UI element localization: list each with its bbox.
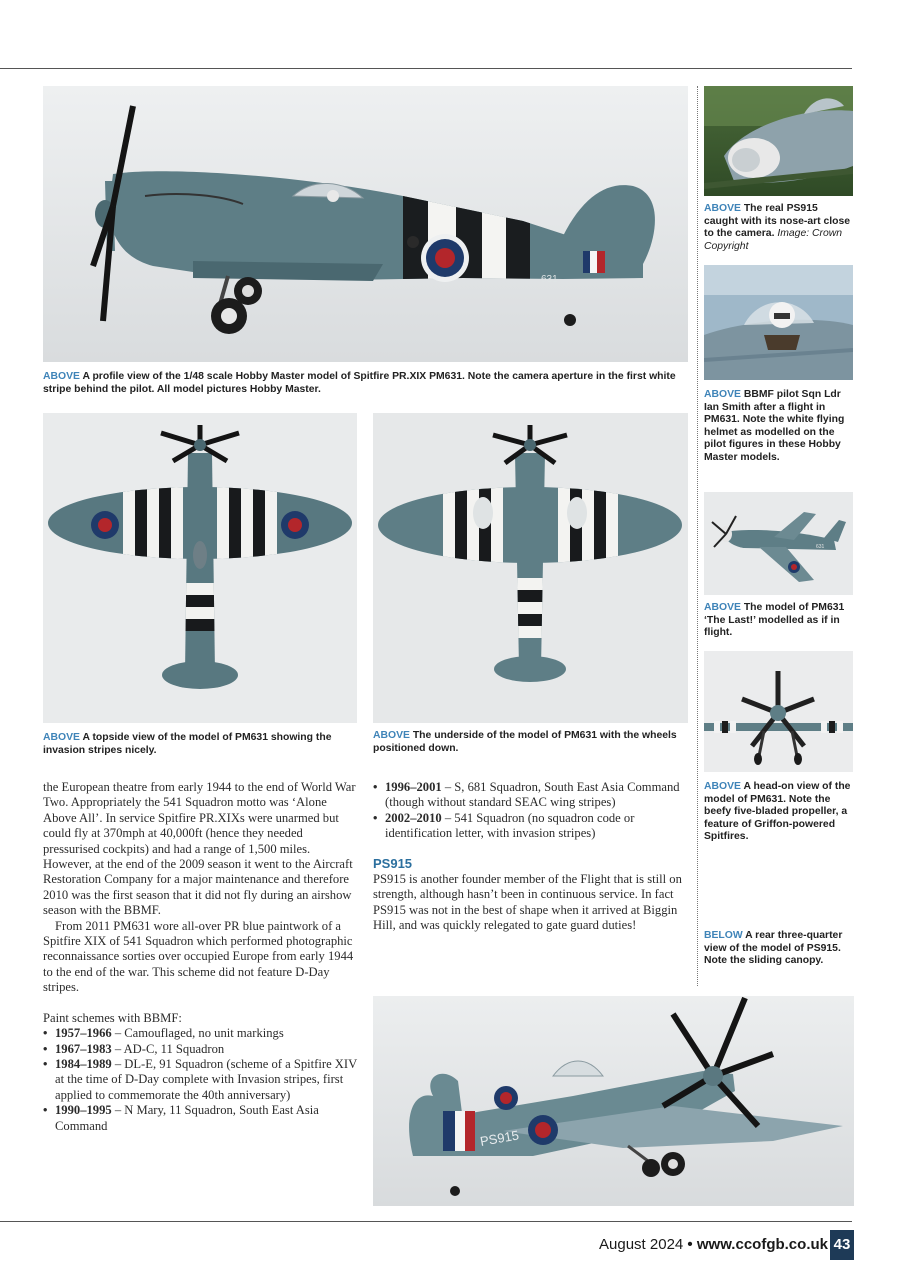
caption-lead: ABOVE [704,389,741,400]
list-item [43,1042,357,1057]
photo-underside-model [373,413,688,723]
list-item-years: 1957–1966 [55,1026,112,1041]
caption-text: A topside view of the model of PM631 showing the invasion stripes nicely. [43,732,332,756]
footer-date: August 2024 [599,1236,684,1253]
caption-text: A rear three-quarter view of the model of PS915. Note the sliding canopy. [704,930,843,967]
photo-real-ps915 [704,86,853,196]
caption-model-in-flight [704,602,854,640]
caption-real-ps915 [704,203,854,253]
paragraph: PS915 is another founder member of the Flight that is still on strength, although hasn’t been in continuous service. In fact PS915 was not in the best of shape when it arrived at Biggin Hill, and was quickly relegated to gate guard duties! [373,872,682,933]
paint-schemes-list-continued [373,780,688,842]
list-item-text: – DL-E, 91 Squadron (scheme of a Spitfire XIV at the time of D-Day complete with Invasion stripes, first applied to commemorate the 40th anniversary) [55,1056,357,1102]
caption-text: The underside of the model of PM631 with the wheels positioned down. [373,730,677,754]
list-item-text: – Camouflaged, no unit markings [111,1026,284,1041]
caption-head-on [704,781,854,844]
photo-profile-model [43,86,688,362]
model-serial-pm631-flight: 631 [816,544,825,550]
photo-bbmf-pilot [704,265,853,380]
caption-text: BBMF pilot Sqn Ldr Ian Smith after a flight in PM631. Note the white flying helmet as modelled on the pilot figures in these Hobby Master models. [704,389,845,463]
caption-text: A head-on view of the model of PM631. Note the beefy five-bladed propeller, a feature of Griffon-powered Spitfires. [704,781,851,843]
paragraph: From 2011 PM631 wore all-over PR blue paintwork of a Spitfire XIX of 541 Squadron which performed photographic reconnaissance sorties over occupied Europe from early 1944 to the end of the war. This scheme did not feature D-Day stripes. [43,918,354,995]
list-item-text: – 541 Squadron (no squadron code or identification letter, with invasion stripes) [385,810,635,841]
model-serial-pm631: 631 [541,274,558,285]
list-item [43,1057,357,1103]
paint-schemes-intro: Paint schemes with BBMF: [43,1010,182,1025]
caption-text: A profile view of the 1/48 scale Hobby Master model of Spitfire PR.XIX PM631. Note the camera aperture in the first white stripe behind the pilot. All model pictures Hobby Master. [43,371,676,395]
photo-head-on-model [704,651,853,772]
list-item-years: 1967–1983 [55,1041,112,1056]
footer-separator: • [683,1236,697,1253]
list-item [373,780,688,811]
left-column-text [43,780,357,1134]
caption-topside [43,732,357,757]
paint-schemes-list [43,1026,357,1134]
caption-rear-ps915 [704,930,854,968]
model-serial-ps915: PS915 [478,1127,520,1149]
image-credit: Image: Crown Copyright [704,228,843,252]
bottom-rule [0,1221,852,1222]
paragraph: the European theatre from early 1944 to the end of World War Two. Appropriately the 541 Squadron motto was ‘Alone Above All’. In service Spitfire PR.XIXs were unarmed but could fly at 370mph at 40,000ft (hence they needed pressurised cockpits) and had a range of 1,500 miles. However, at the end of the 2009 season it went to the Aircraft Restoration Company for a major maintenance and therefore 2010 was the first season that it did not fly during an airshow season with the BBMF. [43,780,356,918]
right-column-text [373,780,688,934]
list-item-years: 2002–2010 [385,810,442,825]
photo-topside-model [43,413,357,723]
caption-lead: ABOVE [704,203,741,214]
list-item-years: 1996–2001 [385,780,442,794]
caption-lead: ABOVE [704,781,741,792]
caption-text: The model of PM631 ‘The Last!’ modelled as if in flight. [704,602,845,639]
photo-model-in-flight [704,492,853,595]
list-item [43,1103,357,1134]
list-item-years: 1990–1995 [55,1103,112,1118]
caption-lead: BELOW [704,930,743,941]
column-divider [697,86,698,986]
caption-text: The real PS915 caught with its nose-art close to the camera. [704,203,851,240]
section-heading-ps915: PS915 [373,855,413,871]
top-rule [0,68,852,69]
caption-lead: ABOVE [43,371,80,382]
caption-lead: ABOVE [373,730,410,741]
list-item-text: – S, 681 Squadron, South East Asia Command (though without standard SEAC wing stripes) [385,780,680,810]
caption-underside [373,730,688,755]
caption-profile [43,371,688,396]
list-item [43,1026,357,1041]
page-number: 43 [830,1230,854,1260]
footer-website-link[interactable]: www.ccofgb.co.uk [696,1236,828,1253]
list-item-text: – N Mary, 11 Squadron, South East Asia Command [55,1103,319,1133]
list-item [373,811,688,842]
photo-rear-ps915-model [373,996,854,1206]
list-item-years: 1984–1989 [55,1056,112,1071]
list-item-text: – AD-C, 11 Squadron [111,1041,225,1056]
caption-lead: ABOVE [704,602,741,613]
footer-issue-info [540,1234,828,1256]
caption-lead: ABOVE [43,732,80,743]
caption-bbmf-pilot [704,389,854,465]
